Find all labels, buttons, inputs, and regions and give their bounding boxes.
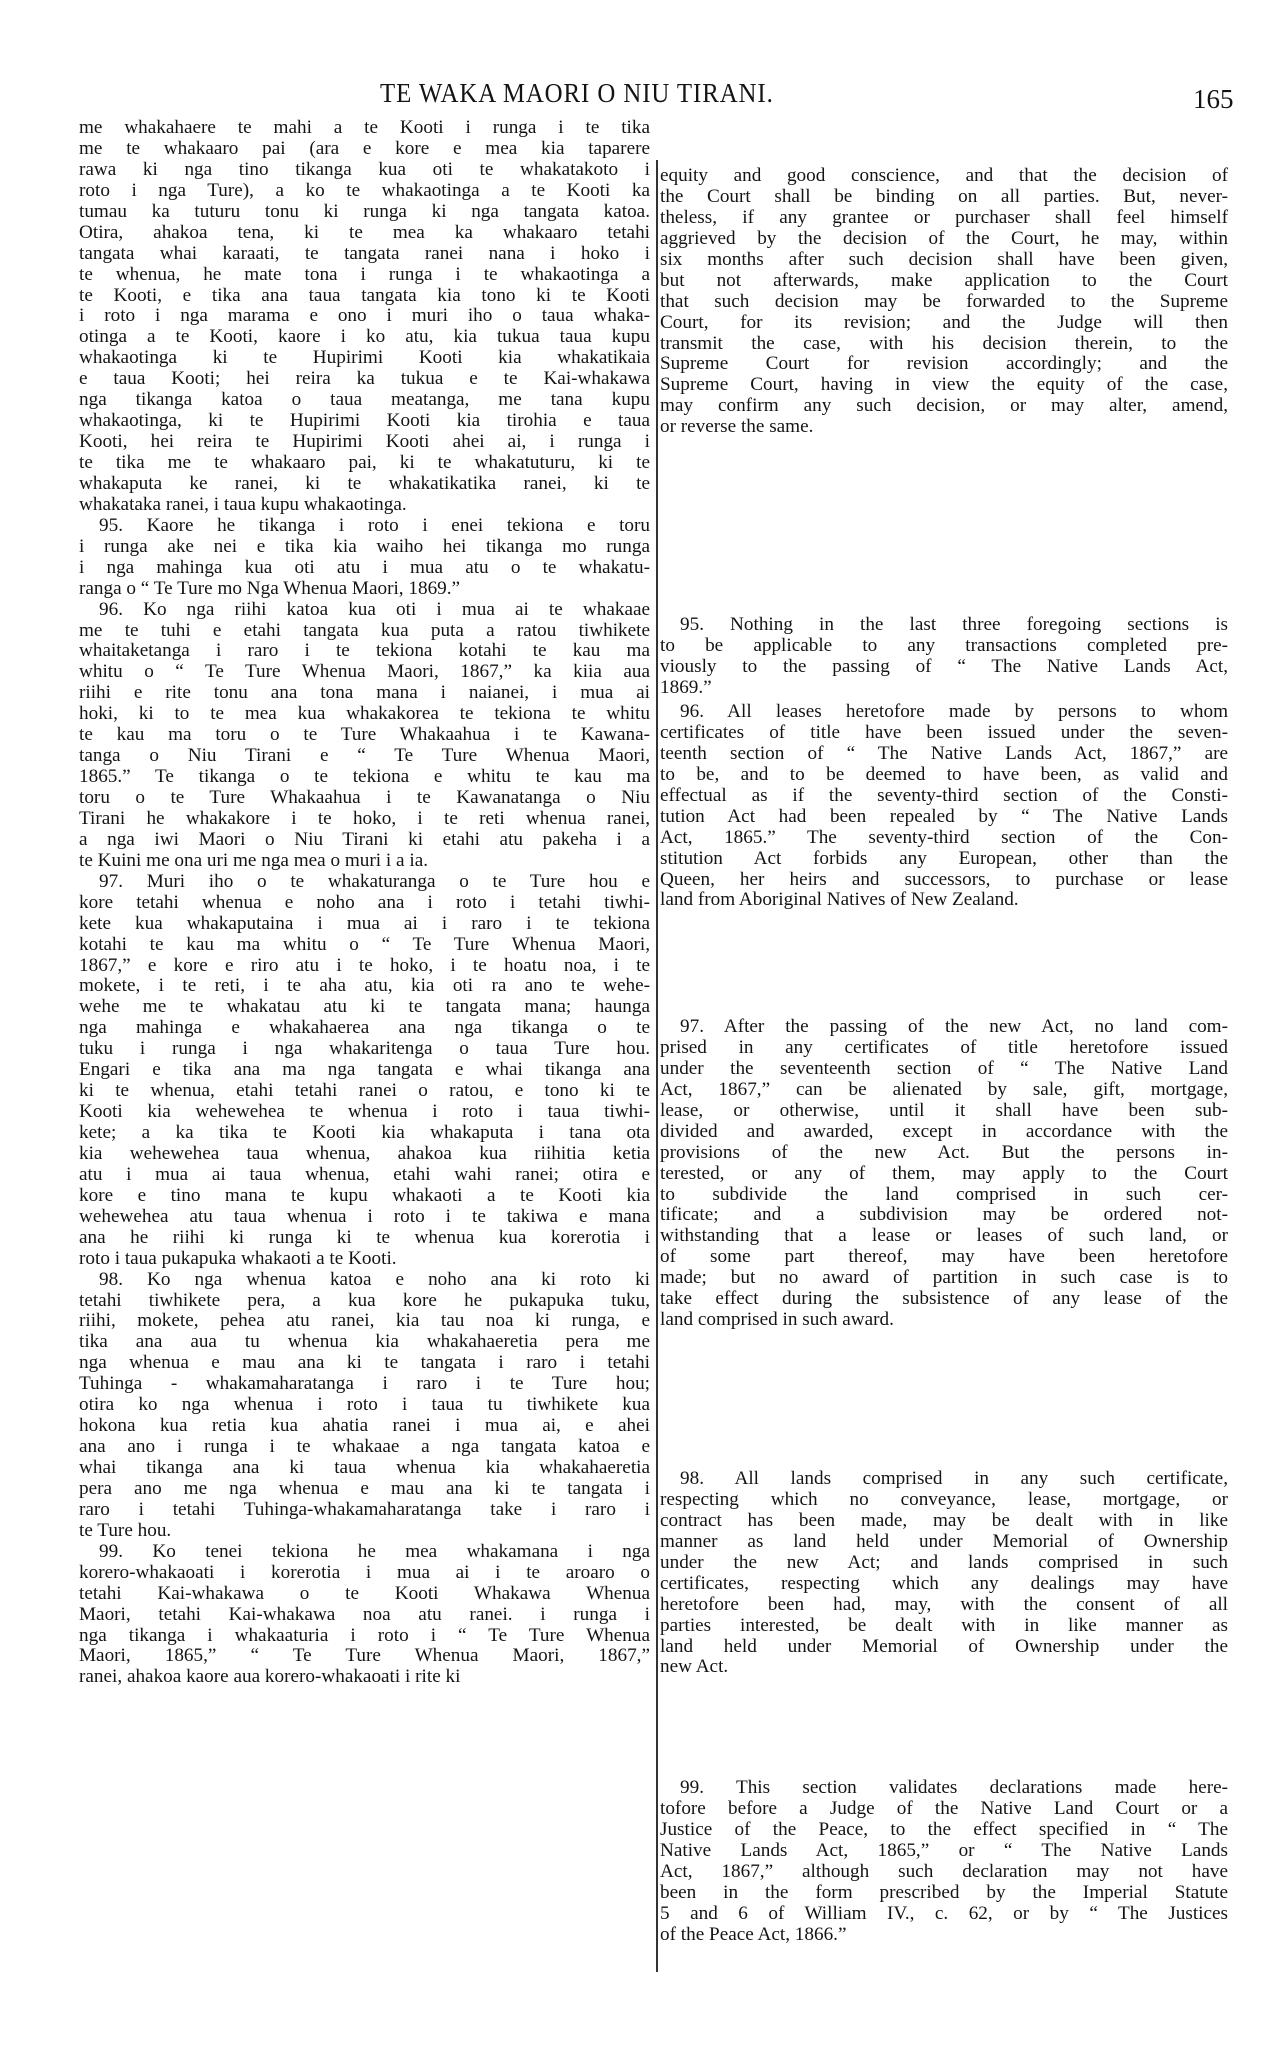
text-line: contract has been made, may be dealt with in like [660,1509,1228,1531]
text-line: stitution Act forbids any European, other than the [660,847,1228,869]
text-line: wehe me te whakatau atu ki te tangata mana; haunga [79,996,650,1018]
section-96 [660,702,1228,911]
text-line: provisions of the new Act. But the persons in- [660,1141,1228,1163]
text-line: te kau ma toru o te Ture Whakaahua i te Kawana- [79,724,650,746]
text-line: terested, or any of them, may apply to the Court [660,1162,1228,1184]
text-line: whaitaketanga i raro i te tekiona kotahi te kau ma [79,640,650,662]
text-line: Otira, ahakoa tena, ki te mea ka whakaaro tetahi [79,221,650,243]
text-line: mokete, i te reti, i te aha atu, kia oti ra ano te wehe- [79,975,650,997]
text-line: rawa ki nga tino tikanga kua oti te whakatakoto i [79,158,650,180]
text-line: ana ano i runga i te whakaae a nga tangata katoa e [79,1436,650,1458]
text-line: te Ture hou. [79,1519,172,1541]
text-line: certificates of title have been issued under the seven- [660,721,1228,743]
text-line: e taua Kooti; hei reira ka tukua e te Kai-whakawa [79,368,650,390]
text-line: Kooti, hei reira te Hupirimi Kooti ahei ai, i runga i [79,431,650,453]
text-line: Tuhinga - whakamaharatanga i raro i te Ture hou; [79,1373,650,1395]
text-line: ki te whenua, etahi tetahi ranei o ratou, e tono ki te [79,1080,650,1102]
text-line: 1867,” e kore e riro atu i te hoko, i te hoatu noa, i te [79,954,650,976]
maori-text-column [79,118,650,1688]
text-line: toru o te Ture Whakaahua i te Kawanatanga o Niu [79,787,650,808]
text-line: been in the form prescribed by the Imperial Statute [660,1881,1228,1903]
text-line: tetahi Kai-whakawa o te Kooti Whakawa Whenua [79,1582,650,1604]
text-line: Maori, 1865,” “ Te Ture Whenua Maori, 1867,” [79,1645,650,1667]
text-line: tofore before a Judge of the Native Land Court or a [660,1797,1228,1819]
text-line: withstanding that a lease or leases of such land, or [660,1225,1228,1247]
text-line: aggrieved by the decision of the Court, he may, within [660,227,1228,249]
text-line: ana he riihi ki runga ki te whenua kua korerotia i [79,1226,650,1248]
column-divider [656,160,658,1972]
text-line: Act, 1867,” although such declaration may not have [660,1860,1228,1882]
section-97 [660,1017,1228,1331]
text-line: to be applicable to any transactions completed pre- [660,634,1228,656]
text-line: of some part thereof, may have been heretofore [660,1246,1228,1268]
text-line: 99. Ko tenei tekiona he mea whakamana i nga [99,1540,650,1562]
text-line: wehewehea atu taua whenua i roto i te takiwa e mana [79,1205,650,1227]
text-line: prised in any certificates of title heretofore issued [660,1036,1228,1058]
text-line: me whakahaere te mahi a te Kooti i runga i te tika [79,117,650,138]
text-line: Kooti kia wehewehea te whenua i roto i taua tiwhi- [79,1101,650,1123]
text-line: te tika me te whakaaro pai, ki te whakatuturu, ki te [79,452,650,473]
text-line: divided and awarded, except in accordance with the [660,1120,1228,1142]
text-line: whitu o “ Te Ture Whenua Maori, 1867,” ka kiia aua [79,661,650,683]
text-line: 5 and 6 of William IV., c. 62, or by “ The Justices [660,1902,1228,1924]
text-line: viously to the passing of “ The Native Lands Act, [660,655,1228,677]
text-line: kore e tino mana te kupu whakaoti a te Kooti kia [79,1184,650,1206]
text-line: Supreme Court for revision accordingly; and the [660,353,1228,375]
text-line: tika ana aua tu whenua kia whakahaeretia pera me [79,1331,650,1353]
page-number: 165 [1193,84,1234,114]
text-line: whakaputa ke ranei, ki te whakatikatika ranei, ki te [79,472,650,494]
text-line: roto i nga Ture), a ko te whakaotinga a te Kooti ka [79,179,650,201]
text-line: effectual as if the seventy-third section of the Consti- [660,784,1228,806]
text-line: 96. Ko nga riihi katoa kua oti i mua ai te whakaae [99,598,650,620]
text-line: kete kua whakaputaina i mua ai i raro i te tekiona [79,912,650,934]
running-title: TE WAKA MAORI O NIU TIRANI. [380,78,774,108]
text-line: respecting which no conveyance, lease, mortgage, or [660,1488,1228,1510]
text-line: heretofore been had, may, with the consent of all [660,1593,1228,1615]
text-line: riihi e rite tonu ana tona mana i naianei, i mua ai [79,682,650,704]
text-line: land held under Memorial of Ownership under the [660,1635,1228,1657]
text-line: to subdivide the land comprised in such cer- [660,1183,1228,1205]
text-line: nga mahinga e whakahaerea ana nga tikanga o te [79,1017,650,1039]
text-line: otinga a te Kooti, kaore i ko atu, kia tukua taua kupu [79,326,650,348]
text-line: ranei, ahakoa kaore aua korero-whakaoati i rite ki [79,1666,461,1688]
section-98 [660,1469,1228,1678]
text-line: hoki, ki to te mea kua whakakorea te tekiona te whitu [79,703,650,725]
text-line: 95. Kaore he tikanga i roto i enei tekiona e toru [99,514,650,536]
text-line: tangata whai karaati, te tangata ranei nana i hoko i [79,242,650,264]
text-line: tuku i runga i nga whakaritenga o taua Ture hou. [79,1038,650,1060]
text-line: whakaotinga ki te Hupirimi Kooti kia whakatikaia [79,347,650,369]
text-line: land from Aboriginal Natives of New Zealand. [660,889,1019,911]
text-line: me te tuhi e etahi tangata kua puta a ratou tiwhikete [79,619,650,641]
text-line: may confirm any such decision, or may alter, amend, [660,395,1228,417]
text-line: 95. Nothing in the last three foregoing sections is [680,614,1228,635]
text-line: me te whakaaro pai (ara e kore e mea kia taparere [79,137,650,159]
text-line: tution Act had been repealed by “ The Native Lands [660,805,1228,827]
text-line: Native Lands Act, 1865,” or “ The Native Lands [660,1839,1228,1861]
text-line: manner as land held under Memorial of Ownership [660,1530,1228,1552]
text-line: take effect during the subsistence of any lease of the [660,1288,1228,1310]
text-line: but not afterwards, make application to the Court [660,269,1228,291]
text-line: to be, and to be deemed to have been, as valid and [660,763,1228,785]
text-line: Supreme Court, having in view the equity of the case, [660,374,1228,396]
text-line: theless, if any grantee or purchaser shall feel himself [660,206,1228,228]
text-line: whakataka ranei, i taua kupu whakaotinga. [79,493,407,515]
text-line: land comprised in such award. [660,1309,894,1331]
text-line: lease, or otherwise, until it shall have been sub- [660,1099,1228,1121]
text-line: roto i taua pukapuka whakaoti a te Kooti. [79,1247,397,1269]
text-line: Queen, her heirs and successors, to purchase or lease [660,868,1228,890]
text-line: kete; a ka tika te Kooti kia whakaputa i tana ota [79,1122,650,1143]
text-line: certificates, respecting which any dealings may have [660,1572,1228,1594]
text-line: 1869.” [660,676,712,698]
text-line: kore tetahi whenua e noho ana i roto i tetahi tiwhi- [79,891,650,913]
text-line: or reverse the same. [660,416,814,438]
text-line: ranga o “ Te Ture mo Nga Whenua Maori, 1869.” [79,577,461,599]
text-line: Maori, tetahi Kai-whakawa noa atu ranei. i runga i [79,1603,650,1625]
text-line: tetahi tiwhikete pera, a kua kore he pukapuka tuku, [79,1289,650,1311]
text-line: nga tikanga katoa o taua meatanga, me tana kupu [79,389,650,411]
text-line: kotahi te kau ma whitu o “ Te Ture Whenua Maori, [79,933,650,955]
text-line: atu i mua ai taua whenua, etahi wahi ranei; otira e [79,1163,650,1185]
text-line: te Kuini me ona uri me nga mea o muri i a ia. [79,849,429,871]
text-line: whai tikanga ana ki taua whenua kia whakahaeretia [79,1457,650,1478]
text-line: 98. Ko nga whenua katoa e noho ana ki roto ki [99,1268,650,1290]
text-line: riihi, mokete, pehea atu ranei, kia tau noa ki runga, e [79,1310,650,1332]
text-line: hokona kua retia kua ahatia ranei i mua ai, e ahei [79,1415,650,1437]
text-line: 1865.” Te tikanga o te tekiona e whitu te kau ma [79,766,650,788]
text-line: otira ko nga whenua i roto i taua tu tiwhikete kua [79,1394,650,1416]
text-line: the Court shall be binding on all parties. But, never- [660,185,1228,207]
text-line: of the Peace Act, 1866.” [660,1923,847,1945]
text-line: equity and good conscience, and that the decision of [660,165,1228,186]
text-line: tumau ka tuturu tonu ki runga ki nga tangata katoa. [79,200,650,222]
text-line: korero-whakaoati i korerotia i mua ai i te aroaro o [79,1561,650,1583]
text-line: nga tikanga i whakaaturia i roto i “ Te Ture Whenua [79,1624,650,1646]
text-line: 99. This section validates declarations made here- [680,1777,1228,1798]
text-line: Tirani he whakakore i te hoko, i te reti whenua ranei, [79,807,650,829]
page-header [0,78,1280,118]
text-line: Engari e tika ana ma nga tangata e whai tikanga ana [79,1059,650,1081]
text-line: whakaotinga, ki te Hupirimi Kooti kia tirohia e taua [79,410,650,432]
text-line: a nga iwi Maori o Niu Tirani ki etahi atu pakeha i a [79,828,650,850]
text-line: under the new Act; and lands comprised in such [660,1551,1228,1573]
text-line: 97. Muri iho o te whakaturanga o te Ture hou e [99,870,650,892]
text-line: nga whenua e mau ana ki te tangata i raro i tetahi [79,1352,650,1374]
section-99 [660,1778,1228,1946]
text-line: six months after such decision shall have been given, [660,248,1228,270]
text-line: te Kooti, e tika ana taua tangata kia tono ki te Kooti [79,284,650,306]
text-line: te whenua, he mate tona i runga i te whakaotinga a [79,263,650,285]
text-line: Act, 1865.” The seventy-third section of the Con- [660,826,1228,848]
text-line: Justice of the Peace, to the effect specified in “ The [660,1818,1228,1840]
text-line: i nga mahinga kua oti atu i mua atu o te whakatu- [79,556,650,578]
text-line: that such decision may be forwarded to the Supreme [660,290,1228,312]
text-line: raro i tetahi Tuhinga-whakamaharatanga take i raro i [79,1498,650,1520]
text-line: kia wehewehea taua whenua, ahakoa kua riihitia ketia [79,1142,650,1164]
text-line: i runga ake nei e tika kia waiho hei tikanga mo runga [79,535,650,557]
text-line: pera ano me nga whenua e mau ana ki te tangata i [79,1477,650,1499]
text-line: transmit the case, with his decision therein, to the [660,332,1228,354]
section-94-continued [660,166,1228,438]
text-line: new Act. [660,1656,729,1678]
text-line: 98. All lands comprised in any such certificate, [680,1468,1228,1489]
text-line: made; but no award of partition in such case is to [660,1267,1228,1289]
text-line: Court, for its revision; and the Judge will then [660,311,1228,333]
text-line: tanga o Niu Tirani e “ Te Ture Whenua Maori, [79,745,650,767]
text-line: teenth section of “ The Native Lands Act, 1867,” are [660,742,1228,764]
section-95 [660,615,1228,699]
text-line: parties interested, be dealt with in like manner as [660,1614,1228,1636]
text-line: tificate; and a subdivision may be ordered not- [660,1204,1228,1226]
text-line: i roto i nga marama e ono i muri iho o taua whaka- [79,305,650,327]
text-line: Act, 1867,” can be alienated by sale, gift, mortgage, [660,1078,1228,1100]
text-line: 97. After the passing of the new Act, no land com- [680,1016,1228,1037]
text-line: 96. All leases heretofore made by persons to whom [680,701,1228,722]
text-line: under the seventeenth section of “ The Native Land [660,1057,1228,1079]
